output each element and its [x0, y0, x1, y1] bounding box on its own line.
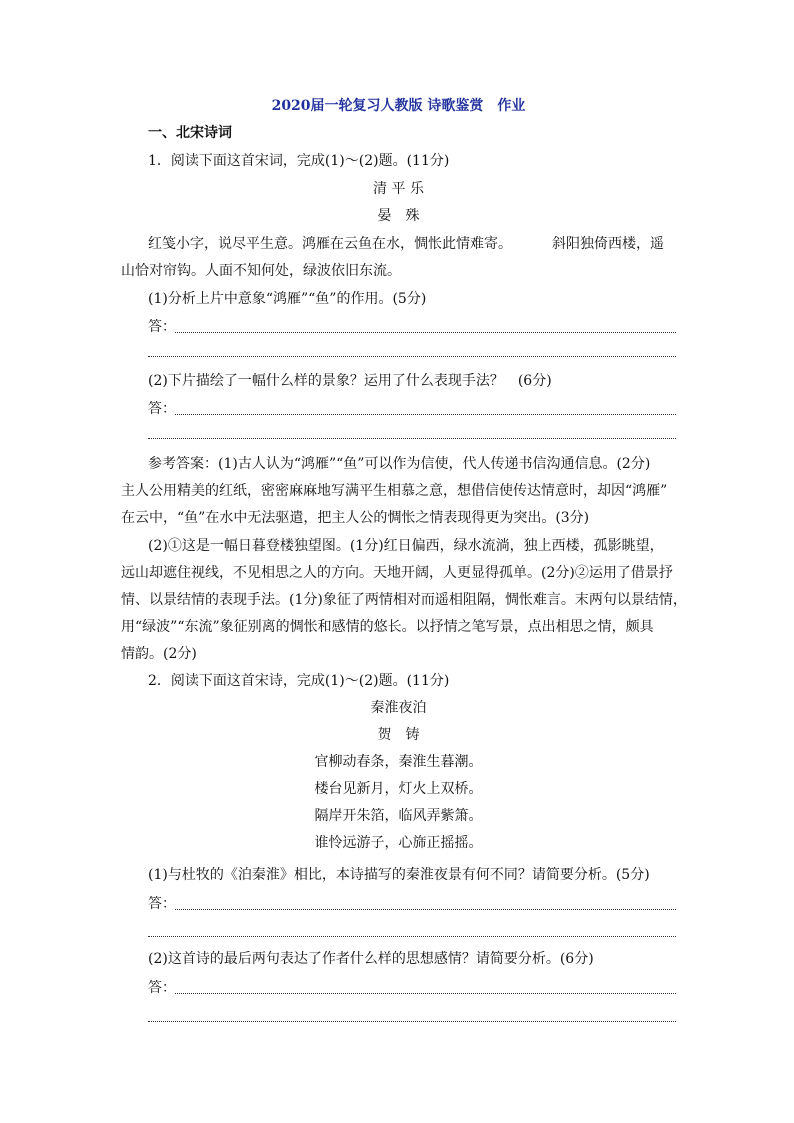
q2-verse-3: 隔岸开朱箔，临风弄紫箫。 — [314, 808, 483, 824]
q2-verse-1: 官柳动春条，秦淮生暮潮。 — [314, 754, 483, 770]
q1-author: 晏 殊 — [377, 208, 420, 224]
q2-sub1-answer[interactable] — [148, 895, 676, 913]
answer-dotted-line — [175, 332, 676, 333]
q2-sub2-answer[interactable] — [148, 979, 676, 997]
q1-reference-line-8: 情韵。(2分) — [121, 646, 197, 662]
q1-sub1-question: (1)分析上片中意象“鸿雁”“鱼”的作用。(5分) — [148, 291, 427, 307]
q1-poem-line-1 — [148, 235, 676, 253]
document-title: 2020届一轮复习人教版 诗歌鉴赏 作业 — [271, 98, 526, 114]
answer-label: 答： — [148, 401, 176, 417]
answer-dotted-line — [148, 1021, 676, 1022]
q2-verse-4: 谁怜远游子，心旆正摇摇。 — [314, 835, 483, 851]
q1-reference-line-4: (2)①这是一幅日暮登楼独望图。(1分)红日偏西，绿水流淌，独上西楼，孤影眺望， — [148, 538, 664, 554]
q1-sub2-question: (2)下片描绘了一幅什么样的景象？运用了什么表现手法？ (6分) — [148, 373, 552, 389]
q1-sub1-answer[interactable] — [148, 318, 676, 336]
answer-label: 答： — [148, 980, 176, 996]
answer-label: 答： — [148, 896, 176, 912]
answer-dotted-line — [175, 909, 676, 910]
q1-reference-line-6: 情、以景结情的表现手法。(1分)象征了两情相对而遥相阻隔，惆怅难言。末两句以景结情， — [121, 592, 687, 608]
answer-dotted-line — [148, 936, 676, 937]
q1-poem-title: 清 平 乐 — [373, 181, 424, 197]
answer-dotted-line — [148, 438, 676, 439]
q2-poem-title: 秦淮夜泊 — [370, 700, 427, 716]
q1-prompt: 1．阅读下面这首宋词，完成(1)～(2)题。(11分) — [148, 153, 450, 169]
answer-dotted-line — [148, 356, 676, 357]
q2-author: 贺 铸 — [377, 727, 420, 743]
q1-reference-line-3: 在云中，“鱼”在水中无法驱遣，把主人公的惆怅之情表现得更为突出。(3分) — [121, 510, 590, 526]
q1-reference-line-5: 远山却遮住视线，不见相思之人的方向。天地开阔，人更显得孤单。(2分)②运用了借景抒 — [121, 565, 673, 581]
section-heading: 一、北宋诗词 — [148, 125, 232, 141]
answer-dotted-line — [175, 993, 676, 994]
q1-sub2-answer[interactable] — [148, 400, 676, 418]
q1-poem-line-1a: 红笺小字，说尽平生意。鸿雁在云鱼在水，惆怅此情难寄。 — [148, 236, 512, 252]
q2-prompt: 2．阅读下面这首宋诗，完成(1)～(2)题。(11分) — [148, 673, 450, 689]
q1-poem-line-2: 山恰对帘钩。人面不知何处，绿波依旧东流。 — [121, 263, 401, 279]
answer-dotted-line — [175, 414, 676, 415]
q2-sub2-question: (2)这首诗的最后两句表达了作者什么样的思想感情？请简要分析。(6分) — [148, 951, 594, 967]
q2-sub1-question: (1)与杜牧的《泊秦淮》相比，本诗描写的秦淮夜景有何不同？请简要分析。(5分) — [148, 867, 650, 883]
q1-poem-line-1b: 斜阳独倚西楼，遥 — [552, 236, 664, 252]
q1-reference-line-2: 主人公用精美的红纸，密密麻麻地写满平生相慕之意，想借信使传达情意时，却因“鸿雁” — [121, 483, 668, 499]
answer-label: 答： — [148, 319, 176, 335]
q2-verse-2: 楼台见新月，灯火上双桥。 — [314, 781, 483, 797]
q1-reference-line-1: 参考答案：(1)古人认为“鸿雁”“鱼”可以作为信使，代人传递书信沟通信息。(2分) — [148, 456, 651, 472]
q1-reference-line-7: 用“绿波”“东流”象征别离的惆怅和感情的悠长。以抒情之笔写景，点出相思之情，颇具 — [121, 619, 654, 635]
